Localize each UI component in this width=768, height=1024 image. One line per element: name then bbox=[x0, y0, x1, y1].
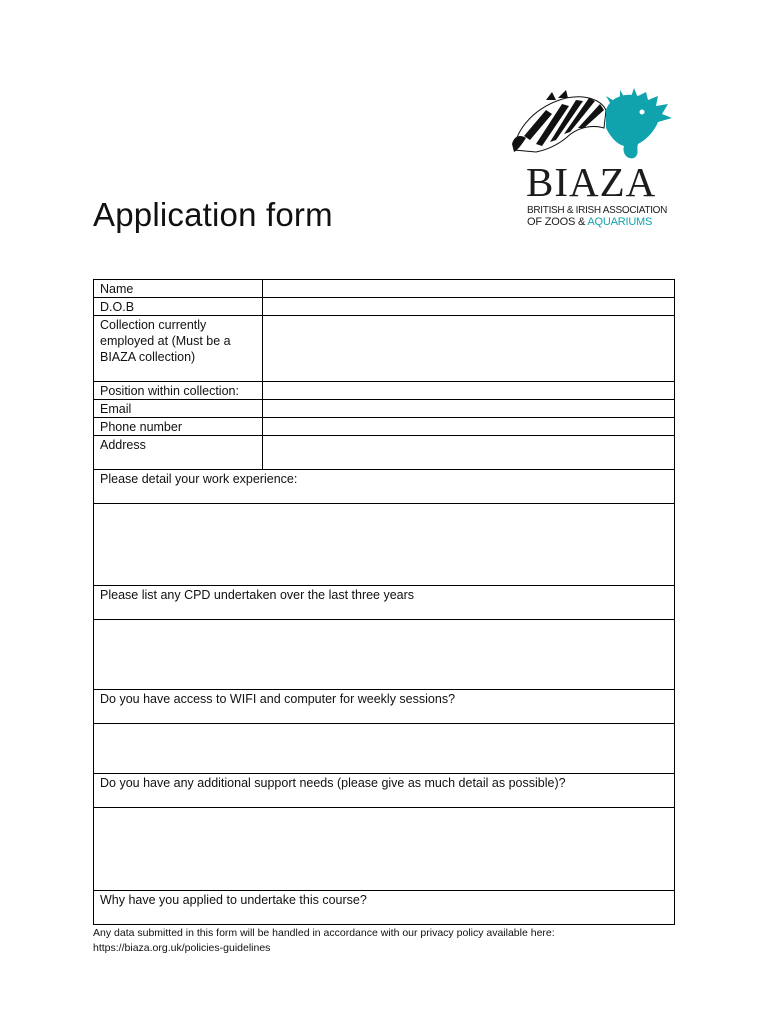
email-field[interactable] bbox=[263, 400, 675, 418]
collection-label: Collection currently employed at (Must be a BIAZA collection) bbox=[94, 316, 263, 382]
phone-label: Phone number bbox=[94, 418, 263, 436]
cpd-answer-field[interactable] bbox=[94, 620, 675, 690]
experience-question: Please detail your work experience: bbox=[94, 470, 675, 504]
phone-field[interactable] bbox=[263, 418, 675, 436]
support-answer-field[interactable] bbox=[94, 808, 675, 891]
logo-wordmark: BIAZA bbox=[526, 159, 657, 205]
page-title: Application form bbox=[93, 196, 333, 233]
biaza-logo bbox=[506, 88, 676, 234]
logo-tagline-2 bbox=[527, 217, 652, 228]
dob-label: D.O.B bbox=[94, 298, 263, 316]
collection-field[interactable] bbox=[263, 316, 675, 382]
experience-answer-field[interactable] bbox=[94, 504, 675, 586]
name-field[interactable] bbox=[263, 280, 675, 298]
seahorse-icon bbox=[606, 88, 672, 158]
address-label: Address bbox=[94, 436, 263, 470]
name-label: Name bbox=[94, 280, 263, 298]
zebra-icon bbox=[512, 90, 606, 152]
privacy-footer bbox=[93, 926, 693, 956]
why-question: Why have you applied to undertake this course? bbox=[94, 891, 675, 925]
support-question: Do you have any additional support needs (please give as much detail as possible)? bbox=[94, 774, 675, 808]
privacy-note: Any data submitted in this form will be handled in accordance with our privacy policy available here: bbox=[93, 927, 555, 939]
logo-tagline-accent: AQUARIUMS bbox=[587, 216, 653, 228]
address-field[interactable] bbox=[263, 436, 675, 470]
position-field[interactable] bbox=[263, 382, 675, 400]
application-form-table bbox=[93, 279, 675, 925]
privacy-link[interactable]: https://biaza.org.uk/policies-guidelines bbox=[93, 942, 271, 954]
logo-tagline-1: BRITISH & IRISH ASSOCIATION bbox=[527, 205, 668, 216]
position-label: Position within collection: bbox=[94, 382, 263, 400]
email-label: Email bbox=[94, 400, 263, 418]
dob-field[interactable] bbox=[263, 298, 675, 316]
logo-tagline-prefix: OF ZOOS & bbox=[527, 216, 588, 228]
wifi-answer-field[interactable] bbox=[94, 724, 675, 774]
cpd-question: Please list any CPD undertaken over the last three years bbox=[94, 586, 675, 620]
wifi-question: Do you have access to WIFI and computer for weekly sessions? bbox=[94, 690, 675, 724]
